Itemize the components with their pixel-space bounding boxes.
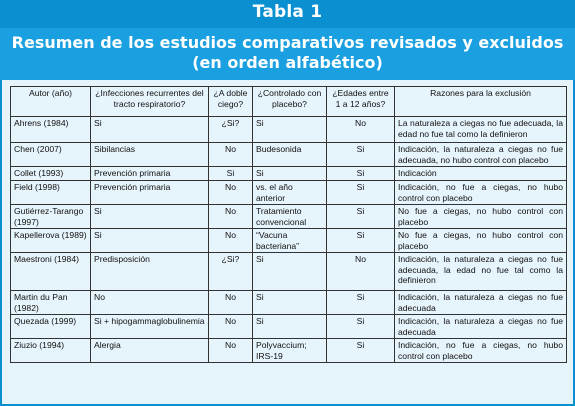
double-blind-cell: No [209,205,253,229]
reason-cell: Indicación, la naturaleza a ciegas no fue adecuada [395,291,567,315]
column-header: Razones para la exclusión [395,87,567,117]
ages-cell: Si [327,339,395,363]
author-cell: Ziuzio (1994) [11,339,91,363]
placebo-cell: vs. el año anterior [253,181,327,205]
reason-cell: Indicación, la naturaleza a ciegas no fue adecuada, no hubo control con placebo [395,143,567,167]
table-row [11,291,567,315]
placebo-cell: Si [253,315,327,339]
double-blind-cell: ¿Si? [209,117,253,143]
infections-cell: Prevención primaria [91,167,209,181]
ages-cell: Si [327,205,395,229]
placebo-cell: “Vacuna bacteriana” [253,229,327,253]
table-title-band [0,28,575,80]
ages-cell: Si [327,291,395,315]
table-row [11,253,567,291]
studies-table [10,86,567,363]
infections-cell: Si [91,205,209,229]
author-cell: Maestroni (1984) [11,253,91,291]
column-header: ¿A doble ciego? [209,87,253,117]
column-header: ¿Controlado con placebo? [253,87,327,117]
double-blind-cell: ¿Si? [209,253,253,291]
double-blind-cell: No [209,143,253,167]
reason-cell: Indicación, la naturaleza a ciegas no fue adecuada, la edad no fue tal como la definieron [395,253,567,291]
table-title-line1: Resumen de los estudios comparativos revisados y excluidos [11,33,564,52]
author-cell: Chen (2007) [11,143,91,167]
table-row [11,339,567,363]
reason-cell: La naturaleza a ciegas no fue adecuada, la edad no fue tal como la definieron [395,117,567,143]
author-cell: Field (1998) [11,181,91,205]
table-row [11,143,567,167]
ages-cell: Si [327,229,395,253]
infections-cell: Prevención primaria [91,181,209,205]
placebo-cell: Polyvaccium; IRS-19 [253,339,327,363]
author-cell: Kapellerova (1989) [11,229,91,253]
infections-cell: Si [91,229,209,253]
reason-cell: Indicación, la naturaleza a ciegas no fue adecuada [395,315,567,339]
table-row [11,167,567,181]
column-header: Autor (año) [11,87,91,117]
placebo-cell: Si [253,167,327,181]
table-header-row [11,87,567,117]
table-row [11,117,567,143]
reason-cell: Indicación, no fue a ciegas, no hubo control con placebo [395,181,567,205]
double-blind-cell: No [209,181,253,205]
placebo-cell: Budesonida [253,143,327,167]
table-row [11,315,567,339]
infections-cell: Si [91,117,209,143]
author-cell: Ahrens (1984) [11,117,91,143]
table-title [0,28,575,73]
column-header: ¿Infecciones recurrentes del tracto respiratorio? [91,87,209,117]
reason-cell: Indicación, no fue a ciegas, no hubo control con placebo [395,339,567,363]
infections-cell: Alergia [91,339,209,363]
ages-cell: No [327,253,395,291]
infections-cell: No [91,291,209,315]
ages-cell: Si [327,143,395,167]
table-row [11,205,567,229]
table-row [11,229,567,253]
placebo-cell: Si [253,291,327,315]
author-cell: Gutiérrez-Tarango (1997) [11,205,91,229]
ages-cell: No [327,117,395,143]
column-header: ¿Edades entre 1 a 12 años? [327,87,395,117]
double-blind-cell: No [209,229,253,253]
ages-cell: Si [327,181,395,205]
placebo-cell: Tratamiento convencional [253,205,327,229]
reason-cell: Indicación [395,167,567,181]
double-blind-cell: Si [209,167,253,181]
ages-cell: Si [327,315,395,339]
table-title-line2: (en orden alfabético) [192,53,383,72]
infections-cell: Sibilancias [91,143,209,167]
double-blind-cell: No [209,291,253,315]
author-cell: Quezada (1999) [11,315,91,339]
author-cell: Martin du Pan (1982) [11,291,91,315]
reason-cell: No fue a ciegas, no hubo control con placebo [395,229,567,253]
table-row [11,181,567,205]
table-tab-title: Tabla 1 [252,2,323,22]
infections-cell: Predisposición [91,253,209,291]
double-blind-cell: No [209,315,253,339]
ages-cell: Si [327,167,395,181]
placebo-cell: Si [253,117,327,143]
double-blind-cell: No [209,339,253,363]
infections-cell: Si + hipogammaglobulinemia [91,315,209,339]
author-cell: Collet (1993) [11,167,91,181]
placebo-cell: Si [253,253,327,291]
reason-cell: No fue a ciegas, no hubo control con placebo [395,205,567,229]
